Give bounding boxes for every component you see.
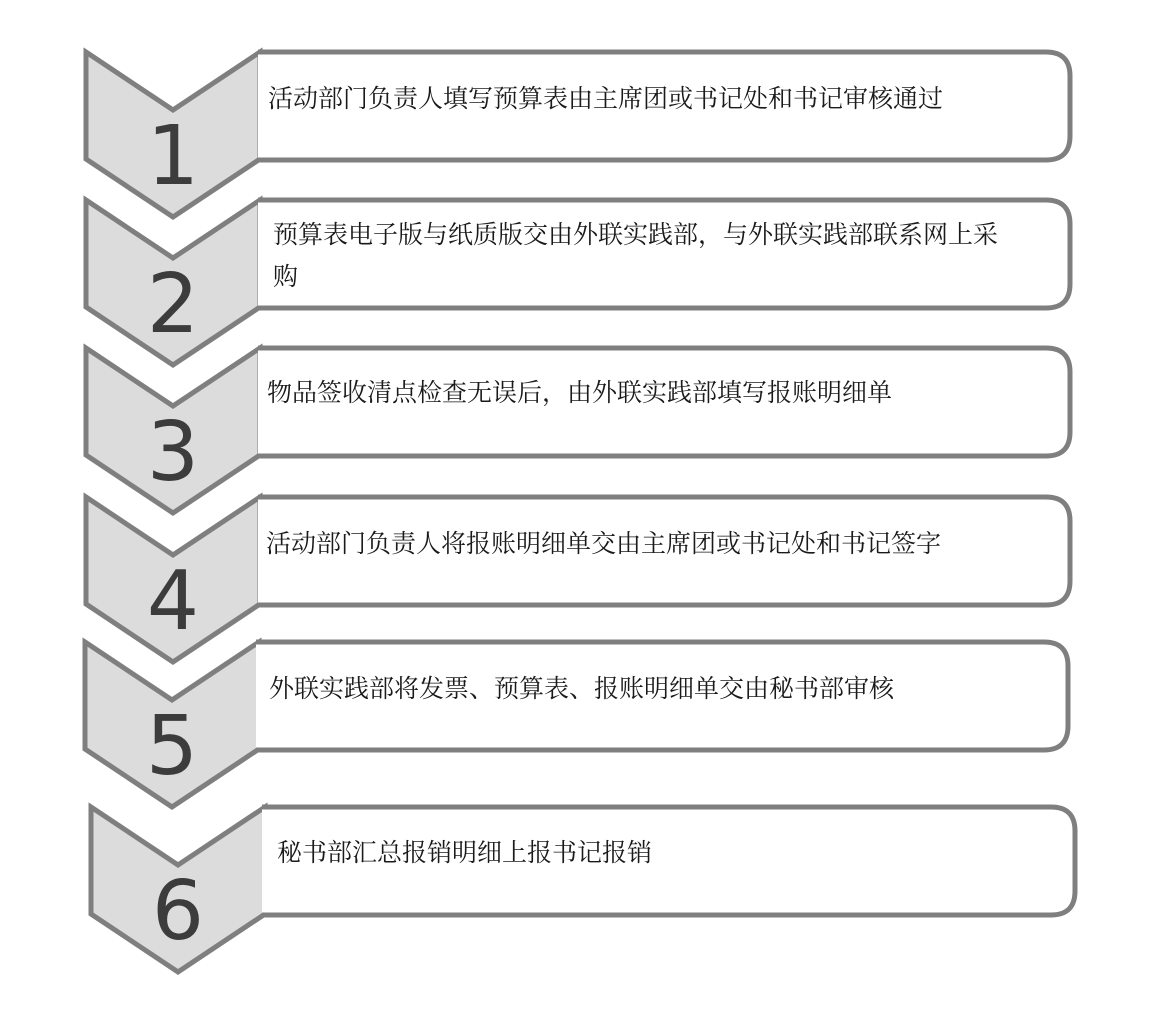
step-text-container bbox=[267, 372, 1027, 414]
step-text: 外联实践部将发票、预算表、报账明细单交由秘书部审核 bbox=[269, 674, 895, 703]
step-number: 4 bbox=[146, 554, 200, 649]
step-1 bbox=[86, 52, 1070, 217]
step-number: 2 bbox=[146, 257, 200, 352]
step-text-container bbox=[266, 523, 1026, 565]
step-text: 活动部门负责人填写预算表由主席团或书记处和书记审核通过 bbox=[268, 84, 944, 113]
step-number: 6 bbox=[151, 864, 205, 959]
step-4 bbox=[86, 497, 1070, 662]
step-text: 秘书部汇总报销明细上报书记报销 bbox=[277, 838, 653, 867]
step-5 bbox=[85, 642, 1068, 807]
step-text-container bbox=[277, 832, 1037, 874]
step-text: 预算表电子版与纸质版交由外联实践部，与外联实践部联系网上采购 bbox=[273, 220, 999, 291]
step-number: 3 bbox=[146, 405, 200, 500]
step-text-container bbox=[269, 668, 1029, 710]
step-number: 5 bbox=[145, 699, 199, 794]
step-text-container bbox=[273, 214, 1013, 298]
step-text: 活动部门负责人将报账明细单交由主席团或书记处和书记签字 bbox=[266, 529, 942, 558]
step-text-container bbox=[268, 78, 1028, 120]
step-number: 1 bbox=[146, 109, 200, 204]
step-text: 物品签收清点检查无误后，由外联实践部填写报账明细单 bbox=[267, 378, 893, 407]
